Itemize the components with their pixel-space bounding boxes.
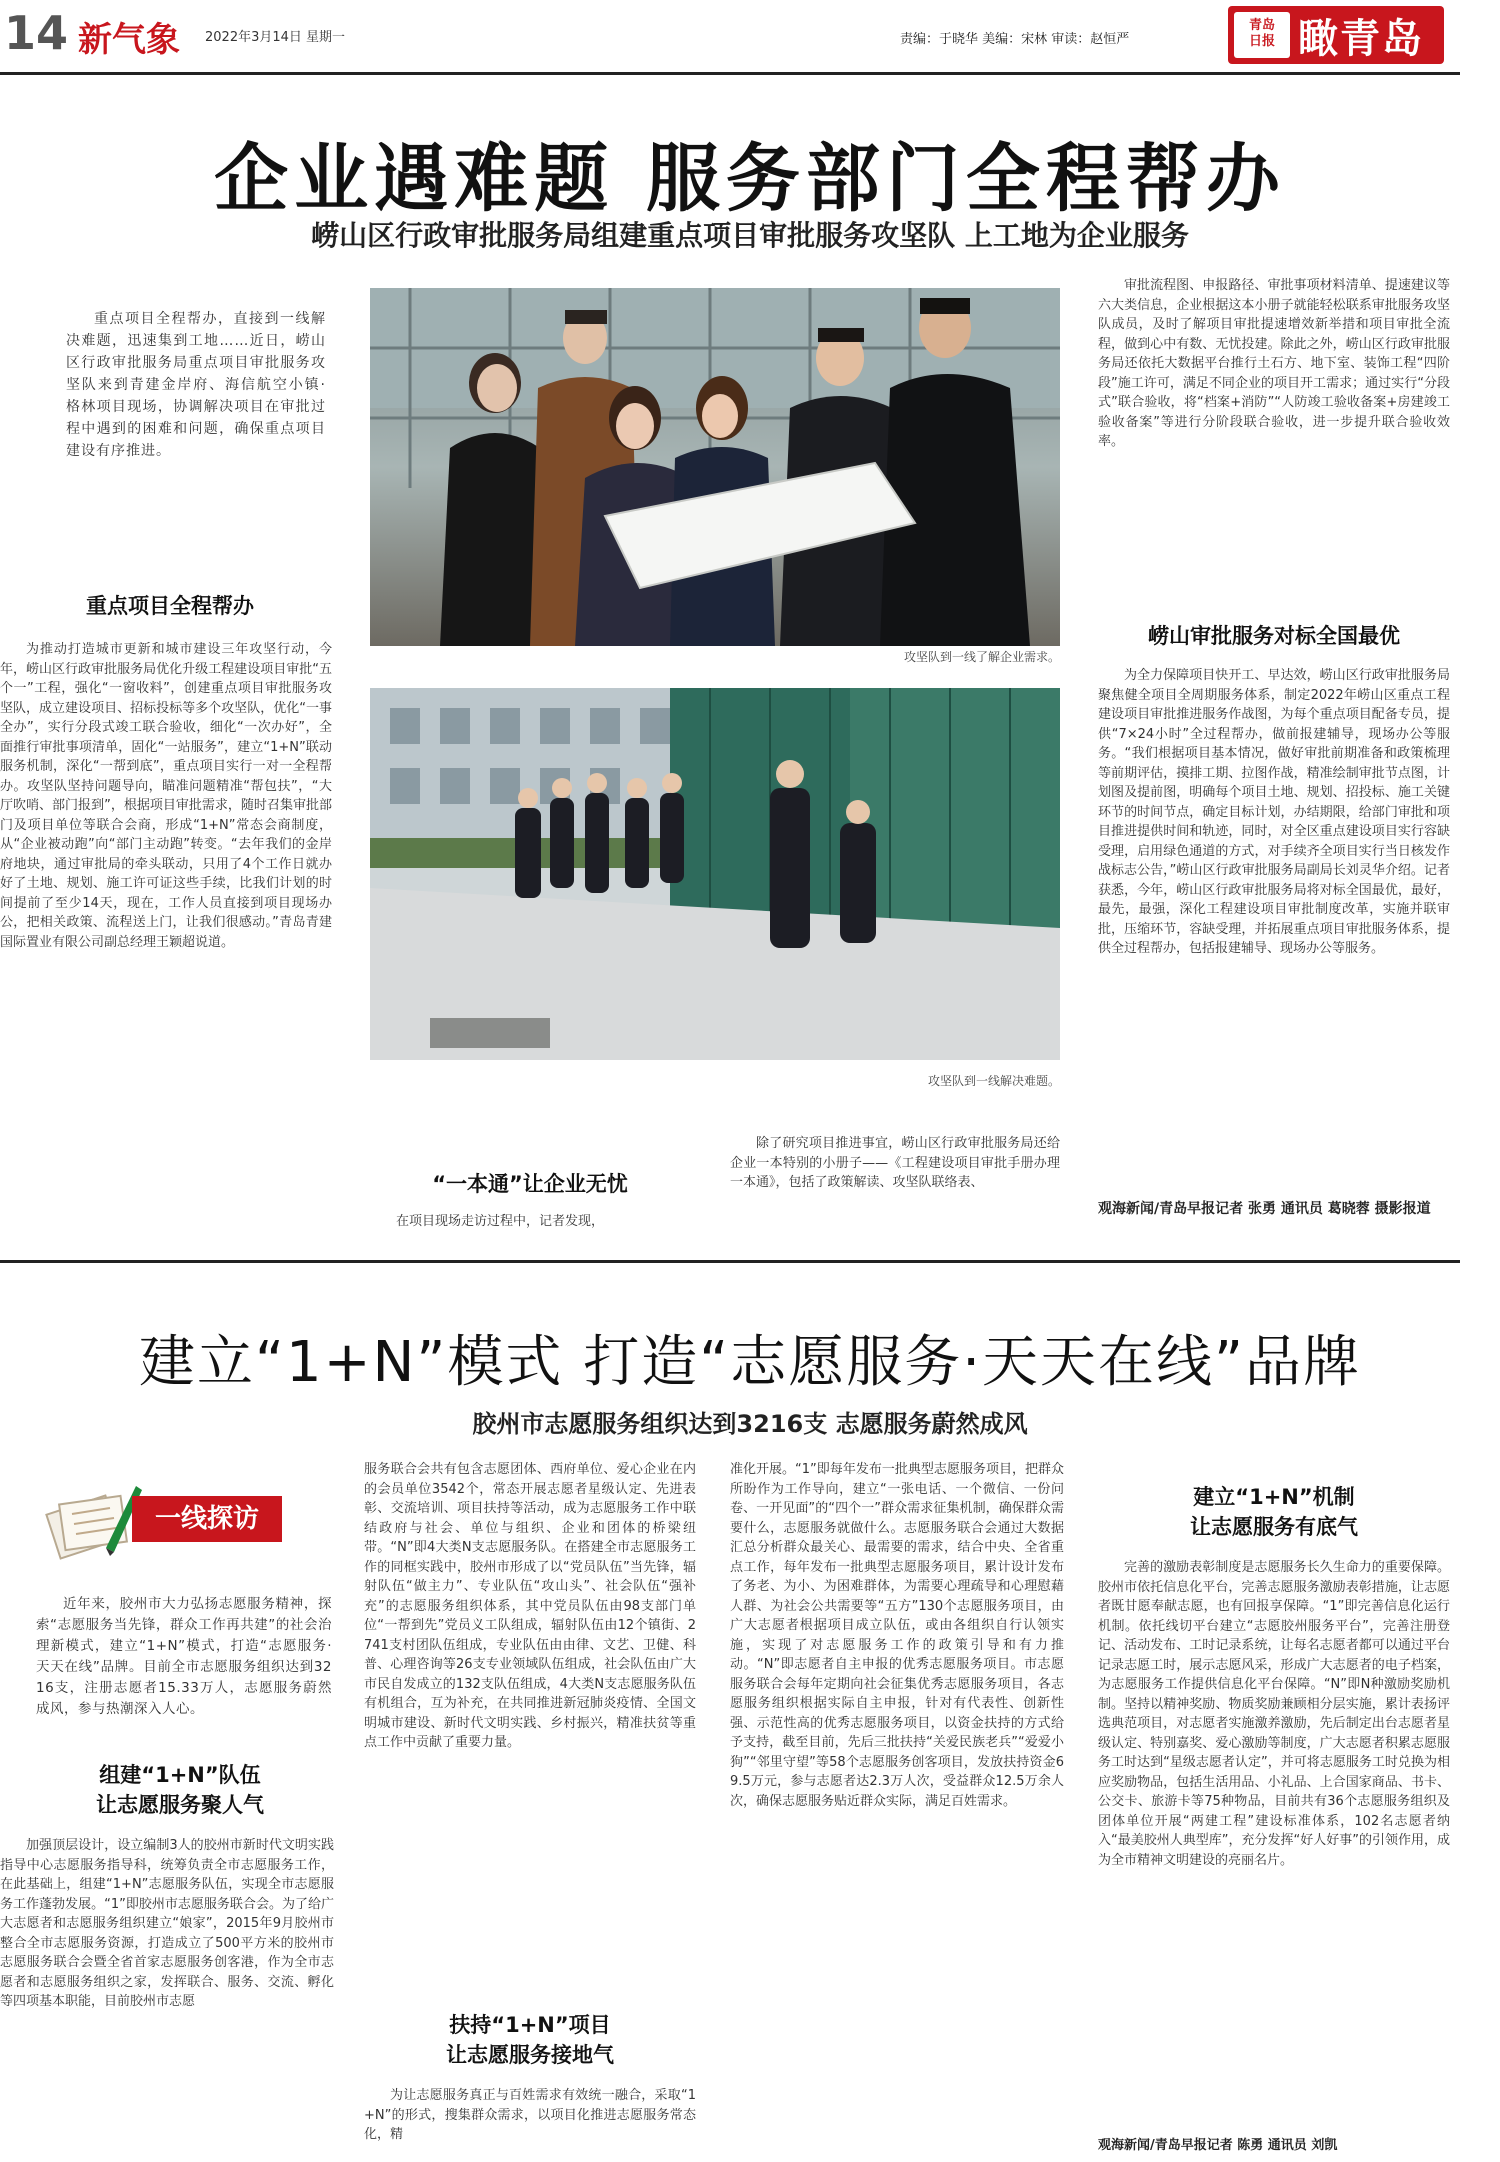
article2-sec1-head: 组建“1+N”队伍 让志愿服务聚人气 [96,1763,264,1817]
photo-meeting-image [370,288,1060,646]
article2-sec3-head: 建立“1+N”机制 让志愿服务有底气 [1190,1485,1358,1539]
newspaper-pen-icon [44,1478,144,1560]
article2-subtitle: 胶州市志愿服务组织达到3216支 志愿服务蔚然成风 [472,1410,1028,1438]
article2-lead-text: 近年来，胶州市大力弘扬志愿服务精神，探索“志愿服务当先锋，群众工作再共建”的社会治理新模式，建立“1+N”模式，打造“志愿服务·天天在线”品牌。目前全市志愿服务组织达到3216支，注册志愿者15.33万人，志愿服务蔚然成风，参与热潮深入人心。 [36,1596,332,1717]
article2-col3-text: 准化开展。“1”即每年发布一批典型志愿服务项目，把群众所盼作为工作导向，建立“一张电话、一个微信、一份问卷、一开见面”的“四个一”群众需求征集机制，确保群众需要什么，志愿服务就做什么。志愿服务联合会通过大数据汇总分析群众最关心、最需要的需求，结合中央、全省重点工作，每年发布一批典型志愿服务项目，累计设计发布了务老、为小、为困难群体，为需要心理疏导和心理慰藉人群、为社会公共需要等“五方”130个志愿服务项目，由广大志愿者根据项目成立队伍，或由各组织自行认领实施，实现了对志愿服务工作的政策引导和有力推动。“N”即志愿者自主申报的优秀志愿服务项目。市志愿服务联合会每年定期向社会征集优秀志愿服务项目，各志愿服务组织根据实际自主申报，针对有代表性、创新性强、示范性高的优秀志愿服务项目，以资金扶持的方式给予支持，截至目前，先后三批扶持“关爱民族老兵”“爱爱小狗”“邻里守望”等58个志愿服务创客项目，发放扶持资金69.5万元，参与志愿者达2.3万人次，受益群众12.5万余人次，确保志愿服务贴近群众实际，满足百姓需求。 [730,1462,1064,1809]
article2-col4-text: 完善的激励表彰制度是志愿服务长久生命力的重要保障。胶州市依托信息化平台，完善志愿服务激励表彰措施，让志愿者既甘愿奉献志愿，也有回报享保障。“1”即完善信息化运行机制。依托线切平台建立“志愿胶州服务平台”，完善注册登记、活动发布、工时记录系统，让每名志愿者都可以通过平台记录志愿工时，展示志愿风采，形成广大志愿者的电子档案，为志愿服务工作提供信息化平台保障。“N”即N种激励奖励机制。坚持以精神奖励、物质奖励兼顾相分层实施，累计表扬评选典范项目，对志愿者实施激养激励，先后制定出台志愿者星级认定、特别嘉奖、爱心激励等制度，广大志愿者积累志愿服务工时达到“星级志愿者认定”，并可将志愿服务工时兑换为相应奖励物品，包括生活用品、小礼品、上合国家商品、书卡、公交卡、旅游卡等75种物品，目前共有36个志愿服务组织及团体单位开展“两建工程”建设标准体系，102名志愿者纳入“最美胶州人典型库”，充分发挥“好人好事”的引领作用，成为全市精神文明建设的亮丽名片。 [1098,1560,1450,1868]
article1-title: 企业遇难题 服务部门全程帮办 [214,136,1286,222]
photo1-caption: 攻坚队到一线了解企业需求。 [903,650,1060,664]
article1-right-body-a [1098,276,1450,608]
article1-sec1-head: 重点项目全程帮办 [86,594,254,618]
brand-name: 瞰青岛 [1298,14,1424,62]
issue-date: 2022年3月14日 星期一 [205,30,346,45]
article1-right-text-b: 为全力保障项目快开工、早达效，崂山区行政审批服务局聚焦健全项目全周期服务体系，制定2022年崂山区重点工程建设项目审批推进服务作战图，为每个重点项目配备专员，提供“7×24小时”全过程帮办，做前报建辅导，现场办公等服务。“我们根据项目基本情况，做好审批前期准备和政策梳理等前期评估，摸排工期、拉图作战，精准绘制审批节点图，计划图及提前图，明确每个项目土地、规划、招投标、施工关键环节的时间节点，确定目标计划，办结期限，给部门审批和项目推进提供时间和轨迹，同时，对全区重点建设项目实行容缺受理，启用绿色通道的方式，对手续齐全项目实行当日核发作战标志公告，”崂山区行政审批服务局副局长刘灵华介绍。记者获悉，今年，崂山区行政审批服务局将对标全国最优，最好，最先，最强，深化工程建设项目审批制度改革，实施并联审批，压缩环节，容缺受理，并拓展重点项目审批服务体系，提供全过程帮办，包括报建辅导、现场办公等服务。 [1098,668,1450,956]
article1-sec3-head: 崂山审批服务对标全国最优 [1148,624,1400,648]
article2-title: 建立“1+N”模式 打造“志愿服务·天天在线”品牌 [138,1330,1362,1395]
photo2-caption: 攻坚队到一线解决难题。 [927,1074,1060,1088]
article2-sec1-text: 加强顶层设计，设立编制3人的胶州市新时代文明实践指导中心志愿服务指导科，统筹负责全市志愿服务工作，在此基础上，组建“1+N”志愿服务队伍，实现全市志愿服务工作蓬勃发展。“1”即胶州市志愿服务联合会。为了给广大志愿者和志愿服务组织建立“娘家”，2015年9月胶州市整合全市志愿服务资源，打造成立了500平方米的胶州市志愿服务联合会暨全省首家志愿服务创客港，作为全市志愿者和志愿服务组织之家，发挥联合、服务、交流、孵化等四项基本职能，目前胶州市志愿 [0,1838,334,2009]
section-name: 新气象 [78,20,180,60]
article1-sec2-text-a: 在项目现场走访过程中，记者发现， [396,1214,605,1229]
article1-right-body-b [1098,666,1450,1196]
article1-photo-site [370,688,1060,1060]
page-number: 14 [4,6,69,60]
article2-sec2-text: 为让志愿服务真正与百姓需求有效统一融合，采取“1+N”的形式，搜集群众需求，以项目化推进志愿服务常态化，精 [364,2088,696,2142]
article1-byline: 观海新闻/青岛早报记者 张勇 通讯员 葛晓蓉 摄影报道 [1098,1201,1431,1217]
interview-badge [40,1478,280,1560]
interview-label: 一线探访 [132,1496,282,1542]
article2-col2-body [364,1460,696,1960]
article2-sec2-body [364,2086,696,2162]
article1-sec2-head: “一本通”让企业无忧 [432,1172,628,1196]
article1-sec2-body-b [730,1134,1060,1254]
article2-sec2-head: 扶持“1+N”项目 让志愿服务接地气 [446,2013,614,2067]
article1-sec1-text: 为推动打造城市更新和城市建设三年攻坚行动，今年，崂山区行政审批服务局优化升级工程建设项目审批“五个一”工程，强化“一窗收料”，创建重点项目审批服务攻坚队，成立建设项目、招标投标等多个攻坚队，优化“一事全办”，实行分段式竣工联合验收，细化“一次办好”，全面推行审批事项清单，固化“一站服务”，建立“1+N”联动服务机制，深化“一帮到底”，重点项目实行一对一全程帮办。攻坚队坚持问题导向，瞄准问题精准“帮包扶”，“大厅吹哨、部门报到”，根据项目审批需求，随时召集审批部门及项目单位等联合会商，形成“1+N”常态会商制度，从“企业被动跑”向“部门主动跑”转变。“去年我们的金岸府地块，通过审批局的牵头联动，只用了4个工作日就办好了土地、规划、施工许可证这些手续，比我们计划的时间提前了至少14天，现在，工作人员直接到项目现场办公，把相关政策、流程送上门，让我们很感动。”青岛青建国际置业有限公司副总经理王颖超说道。 [0,642,332,950]
article2-byline: 观海新闻/青岛早报记者 陈勇 通讯员 刘凯 [1098,2138,1338,2153]
article2-lead [36,1594,332,1754]
article1-right-text-a: 审批流程图、申报路径、审批事项材料清单、提速建议等六大类信息，企业根据这本小册子就能轻松联系审批服务攻坚队成员，及时了解项目审批提速增效新举措和项目审批全流程，做到心中有数、无忧投建。除此之外，崂山区行政审批服务局还依托大数据平台推行土石方、地下室、装饰工程“四阶段”施工许可，满足不同企业的项目开工需求；通过实行“分段式”联合验收，将“档案+消防”“人防竣工验收备案+房建竣工验收备案”等进行分阶段联合验收，进一步提升联合验收效率。 [1098,278,1450,449]
photo-site-image [370,688,1060,1060]
article1-sec2-body-a [370,1212,700,1252]
article1-lead [66,308,326,548]
editor-credits: 责编：于晓华 美编：宋林 审读：赵恒严 [900,32,1130,47]
article1-subtitle: 崂山区行政审批服务局组建重点项目审批服务攻坚队 上工地为企业服务 [311,219,1189,252]
brand-logo: 青岛 日报 [1234,12,1290,58]
article-divider [0,1260,1460,1263]
article1-photo-meeting [370,288,1060,646]
article1-sec1-body [0,640,332,1250]
article1-lead-text: 重点项目全程帮办，直接到一线解决难题，迅速集到工地……近日，崂山区行政审批服务局重点项目审批服务攻坚队来到青建金岸府、海信航空小镇·格林项目现场，协调解决项目在审批过程中遇到的困难和问题，确保重点项目建设有序推进。 [66,311,326,459]
article2-col3-body [730,1460,1064,2162]
article2-col4-body [1098,1558,1450,2128]
article2-col2-text: 服务联合会共有包含志愿团体、西府单位、爱心企业在内的会员单位3542个，常态开展志愿者星级认定、先进表彰、交流培训、项目扶持等活动，成为志愿服务工作中联结政府与社会、单位与组织、企业和团体的桥梁纽带。“N”即4大类N支志愿服务队。在搭建全市志愿服务工作的同框实践中，胶州市形成了以“党员队伍”当先锋，辐射队伍“做主力”、专业队伍“攻山头”、社会队伍“强补充”的志愿服务组织体系，其中党员队伍由98支部门单位“一帮到先”党员义工队组成，辐射队伍由12个镇街、2741支村团队伍组成，专业队伍由由律、文艺、卫健、科普、心理咨询等26支专业领域队伍组成，社会队伍由广大市民自发成立的132支队伍组成，4大类N支志愿服务队伍有机组合，互为补充，在共同推进新冠肺炎疫情、全国文明城市建设、新时代文明实践、乡村振兴，精准扶贫等重点工作中贡献了重要力量。 [364,1462,696,1750]
masthead-rule [0,72,1460,75]
article1-sec2-text-b: 除了研究项目推进事宜，崂山区行政审批服务局还给企业一本特别的小册子——《工程建设项目审批手册办理一本通》，包括了政策解读、攻坚队联络表、 [730,1136,1060,1190]
article2-sec1-body [0,1836,334,2162]
brand-banner [1228,6,1444,64]
